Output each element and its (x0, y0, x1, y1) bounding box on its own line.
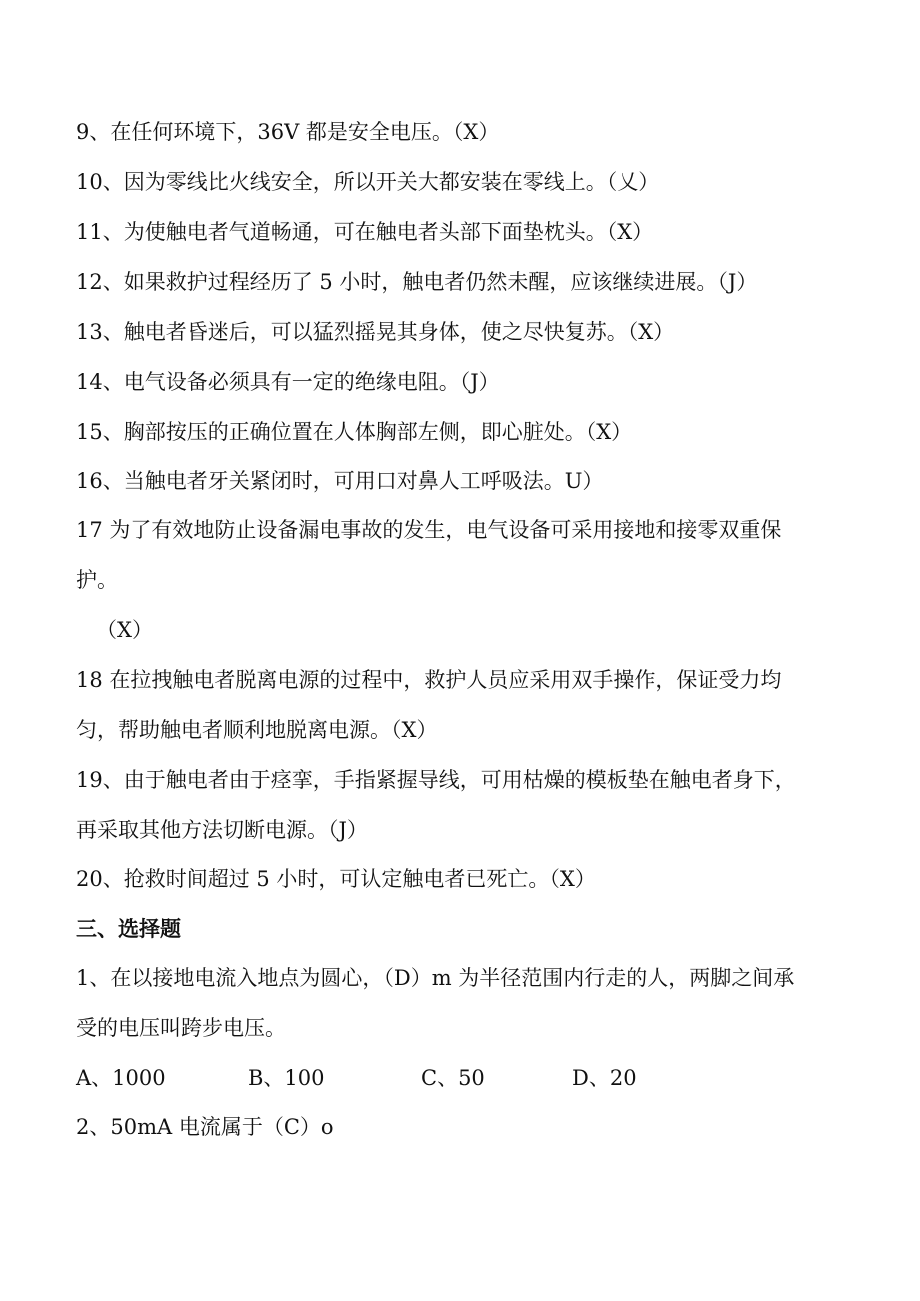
item-10: 10、因为零线比火线安全，所以开关大都安装在零线上。（乂） (76, 170, 660, 194)
question-1-options (76, 1064, 836, 1092)
option-b: B、100 (248, 1066, 325, 1090)
option-d: D、20 (572, 1066, 637, 1090)
item-11: 11、为使触电者气道畅通，可在触电者头部下面垫枕头。（X） (76, 220, 654, 244)
question-1-line-1: 1、在以接地电流入地点为圆心，（D）m 为半径范围内行走的人，两脚之间承 (76, 966, 795, 990)
item-19-line-2: 再采取其他方法切断电源。（J） (76, 818, 368, 842)
item-17-answer: （X） (96, 618, 153, 642)
section-heading: 三、选择题 (76, 917, 181, 941)
question-2-line-1: 2、50mA 电流属于（C）o (76, 1115, 334, 1139)
item-16: 16、当触电者牙关紧闭时，可用口对鼻人工呼吸法。U） (76, 469, 604, 493)
item-18-line-2: 匀，帮助触电者顺利地脱离电源。（X） (76, 718, 438, 742)
option-a: A、1000 (76, 1066, 166, 1090)
item-12: 12、如果救护过程经历了 5 小时，触电者仍然未醒，应该继续进展。（J） (76, 270, 758, 294)
item-17-line-1: 17 为了有效地防止设备漏电事故的发生，电气设备可采用接地和接零双重保 (76, 518, 782, 542)
question-1-line-2: 受的电压叫跨步电压。 (76, 1016, 286, 1040)
item-9: 9、在任何环境下，36V 都是安全电压。（X） (76, 120, 500, 144)
option-c: C、50 (421, 1066, 485, 1090)
item-20: 20、抢救时间超过 5 小时，可认定触电者已死亡。（X） (76, 867, 596, 891)
item-13: 13、触电者昏迷后，可以猛烈摇晃其身体，使之尽快复苏。（X） (76, 320, 675, 344)
item-19-line-1: 19、由于触电者由于痉挛，手指紧握导线，可用枯燥的模板垫在触电者身下， (76, 768, 796, 792)
item-17-line-2: 护。 (76, 568, 118, 592)
item-15: 15、胸部按压的正确位置在人体胸部左侧，即心脏处。（X） (76, 420, 633, 444)
item-14: 14、电气设备必须具有一定的绝缘电阻。（J） (76, 370, 500, 394)
item-18-line-1: 18 在拉拽触电者脱离电源的过程中，救护人员应采用双手操作，保证受力均 (76, 668, 782, 692)
